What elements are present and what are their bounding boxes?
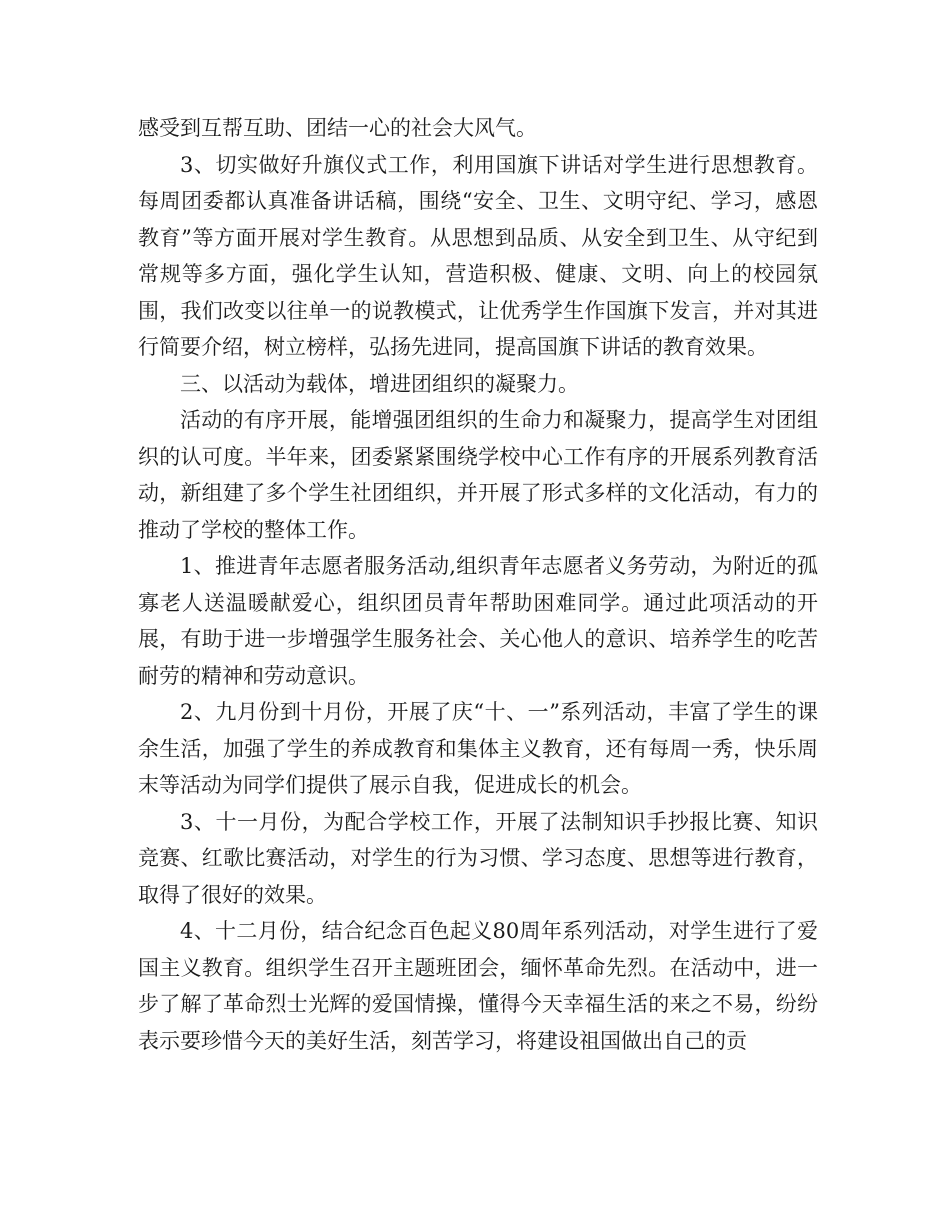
document-body	[138, 110, 818, 1059]
paragraph-november: 3、十一月份，为配合学校工作，开展了法制知识手抄报比赛、知识竞赛、红歌比赛活动，对学生的行为习惯、学习态度、思想等进行教育，取得了很好的效果。	[138, 809, 818, 907]
paragraph-volunteer: 1、推进青年志愿者服务活动,组织青年志愿者义务劳动，为附近的孤寡老人送温暖献爱心，组织团员青年帮助困难同学。通过此项活动的开展，有助于进一步增强学生服务社会、关心他人的意识、培养学生的吃苦耐劳的精神和劳动意识。	[138, 554, 818, 688]
section-heading-activities: 三、以活动为载体，增进团组织的凝聚力。	[180, 371, 579, 396]
paragraph-continued: 感受到互帮互助、团结一心的社会大风气。	[138, 116, 537, 140]
paragraph-activities-intro: 活动的有序开展，能增强团组织的生命力和凝聚力，提高学生对团组织的认可度。半年来，团委紧紧围绕学校中心工作有序的开展系列教育活动，新组建了多个学生社团组织，并开展了形式多样的文化活动，有力的推动了学校的整体工作。	[138, 408, 818, 542]
paragraph-september-october: 2、九月份到十月份，开展了庆“十、一”系列活动，丰富了学生的课余生活，加强了学生的养成教育和集体主义教育，还有每周一秀，快乐周末等活动为同学们提供了展示自我，促进成长的机会。	[138, 700, 818, 797]
paragraph-december: 4、十二月份，结合纪念百色起义80周年系列活动，对学生进行了爱国主义教育。组织学生召开主题班团会，缅怀革命先烈。在活动中，进一步了解了革命烈士光辉的爱国情操，懂得今天幸福生活的来之不易，纷纷表示要珍惜今天的美好生活，刻苦学习，将建设祖国做出自己的贡	[138, 919, 818, 1053]
paragraph-flag-ceremony: 3、切实做好升旗仪式工作，利用国旗下讲话对学生进行思想教育。每周团委都认真准备讲话稿，围绕“安全、卫生、文明守纪、学习，感恩教育”等方面开展对学生教育。从思想到品质、从安全到卫生、从守纪到常规等多方面，强化学生认知，营造积极、健康、文明、向上的校园氛围，我们改变以往单一的说教模式，让优秀学生作国旗下发言，并对其进行简要介绍，树立榜样，弘扬先进同，提高国旗下讲话的教育效果。	[138, 152, 818, 359]
